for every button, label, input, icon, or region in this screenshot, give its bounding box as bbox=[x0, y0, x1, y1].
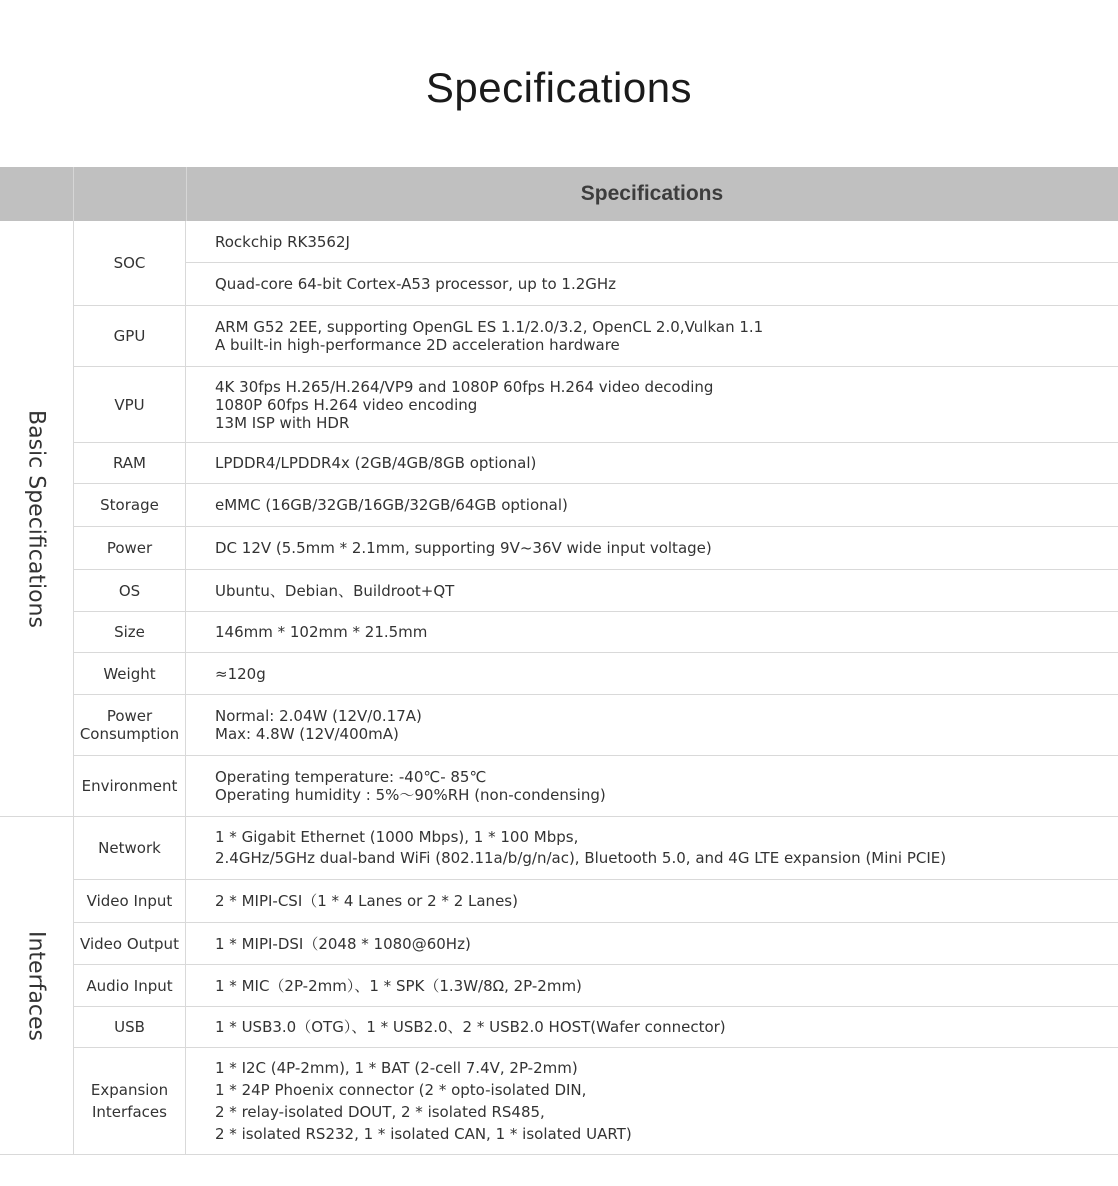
row-value-gpu bbox=[215, 306, 1105, 366]
label-line: Interfaces bbox=[92, 1103, 167, 1121]
value-line: ARM G52 2EE, supporting OpenGL ES 1.1/2.0/3.2, OpenCL 2.0,Vulkan 1.1 bbox=[215, 318, 764, 336]
value-line: 146mm * 102mm * 21.5mm bbox=[215, 623, 428, 641]
header-title: Specifications bbox=[580, 182, 724, 205]
label-line: Consumption bbox=[79, 725, 180, 743]
value-line: eMMC (16GB/32GB/16GB/32GB/64GB optional) bbox=[215, 496, 568, 514]
row-label-power: Power bbox=[106, 539, 153, 557]
row-value-soc-2 bbox=[215, 263, 1105, 305]
row-label-video-input: Video Input bbox=[86, 892, 173, 910]
divider bbox=[185, 221, 186, 1155]
row-value-power bbox=[215, 527, 1105, 569]
row-label-weight: Weight bbox=[103, 664, 156, 683]
row-value-weight bbox=[215, 653, 1105, 694]
row-label-video-output: Video Output bbox=[80, 934, 179, 953]
label-line: Expansion bbox=[90, 1081, 169, 1099]
value-line: DC 12V (5.5mm * 2.1mm, supporting 9V~36V wide input voltage) bbox=[215, 539, 712, 557]
value-line: Ubuntu、Debian、Buildroot+QT bbox=[215, 581, 455, 600]
table-header bbox=[0, 167, 1118, 221]
value-line: Quad-core 64-bit Cortex-A53 processor, up to 1.2GHz bbox=[215, 275, 617, 293]
row-value-network bbox=[215, 817, 1105, 879]
group-interfaces bbox=[0, 817, 72, 1154]
row-label-expansion-interfaces bbox=[74, 1048, 185, 1154]
value-line: 1 * I2C (4P-2mm), 1 * BAT (2-cell 7.4V, 2P-2mm) bbox=[215, 1059, 578, 1077]
group-basic-specifications bbox=[0, 221, 72, 816]
row-value-video-input bbox=[215, 880, 1105, 922]
row-label-environment: Environment bbox=[81, 777, 178, 795]
value-line: Operating temperature: -40℃- 85℃ bbox=[215, 768, 487, 786]
group-label: Basic Specifications bbox=[23, 409, 49, 628]
row-value-soc-1 bbox=[215, 221, 1105, 262]
row-label-soc: SOC bbox=[113, 254, 146, 272]
header-group-cell bbox=[0, 167, 73, 221]
row-value-environment bbox=[215, 756, 1105, 816]
row-value-power-consumption bbox=[215, 695, 1105, 755]
row-label-gpu: GPU bbox=[113, 327, 146, 345]
row-label-size: Size bbox=[114, 623, 145, 641]
value-line: Rockchip RK3562J bbox=[215, 232, 350, 251]
row-label-storage: Storage bbox=[100, 496, 159, 514]
row-value-ram bbox=[215, 443, 1105, 483]
row-value-vpu bbox=[215, 367, 1105, 442]
value-line: Operating humidity : 5%～90%RH (non-condensing) bbox=[215, 786, 606, 804]
value-line: Max: 4.8W (12V/400mA) bbox=[215, 725, 399, 743]
value-line: 2 * MIPI-CSI（1 * 4 Lanes or 2 * 2 Lanes) bbox=[215, 892, 518, 910]
row-value-size bbox=[215, 612, 1105, 652]
value-line: 1 * 24P Phoenix connector (2 * opto-isolated DIN, bbox=[215, 1081, 587, 1099]
value-line: 2.4GHz/5GHz dual-band WiFi (802.11a/b/g/n/ac), Bluetooth 5.0, and 4G LTE expansion (Mini PCIE) bbox=[215, 849, 947, 867]
row-value-audio-input bbox=[215, 965, 1105, 1006]
row-value-os bbox=[215, 570, 1105, 611]
value-line: 1 * MIC（2P-2mm）、1 * SPK（1.3W/8Ω, 2P-2mm) bbox=[215, 976, 582, 995]
row-value-usb bbox=[215, 1007, 1105, 1047]
value-line: 1080P 60fps H.264 video encoding bbox=[215, 395, 478, 414]
row-label-audio-input: Audio Input bbox=[86, 976, 173, 995]
value-line: 1 * Gigabit Ethernet (1000 Mbps), 1 * 100 Mbps, bbox=[215, 828, 579, 846]
row-label-network: Network bbox=[98, 839, 161, 857]
divider bbox=[0, 1154, 1118, 1155]
row-label-ram: RAM bbox=[112, 454, 147, 472]
value-line: 13M ISP with HDR bbox=[215, 413, 350, 432]
value-line: 2 * relay-isolated DOUT, 2 * isolated RS485, bbox=[215, 1103, 545, 1121]
row-value-expansion-interfaces bbox=[215, 1048, 1105, 1154]
value-line: LPDDR4/LPDDR4x (2GB/4GB/8GB optional) bbox=[215, 454, 537, 472]
value-line: ≈120g bbox=[215, 664, 266, 683]
header-label-cell bbox=[73, 167, 187, 221]
group-label: Interfaces bbox=[23, 930, 49, 1041]
page-title: Specifications bbox=[425, 64, 693, 111]
value-line: 2 * isolated RS232, 1 * isolated CAN, 1 * isolated UART) bbox=[215, 1125, 632, 1143]
label-line: Power bbox=[106, 707, 153, 725]
value-line: 1 * USB3.0（OTG）、1 * USB2.0、2 * USB2.0 HOST(Wafer connector) bbox=[215, 1018, 726, 1036]
row-value-video-output bbox=[215, 923, 1105, 964]
value-line: A built-in high-performance 2D acceleration hardware bbox=[215, 336, 620, 354]
row-label-power-consumption bbox=[74, 695, 185, 755]
value-line: Normal: 2.04W (12V/0.17A) bbox=[215, 707, 422, 725]
row-label-os: OS bbox=[118, 581, 141, 600]
value-line: 4K 30fps H.265/H.264/VP9 and 1080P 60fps H.264 video decoding bbox=[215, 377, 714, 396]
value-line: 1 * MIPI-DSI（2048 * 1080@60Hz) bbox=[215, 934, 471, 953]
row-label-usb: USB bbox=[114, 1018, 145, 1036]
row-label-vpu: VPU bbox=[114, 395, 145, 414]
row-value-storage bbox=[215, 484, 1105, 526]
